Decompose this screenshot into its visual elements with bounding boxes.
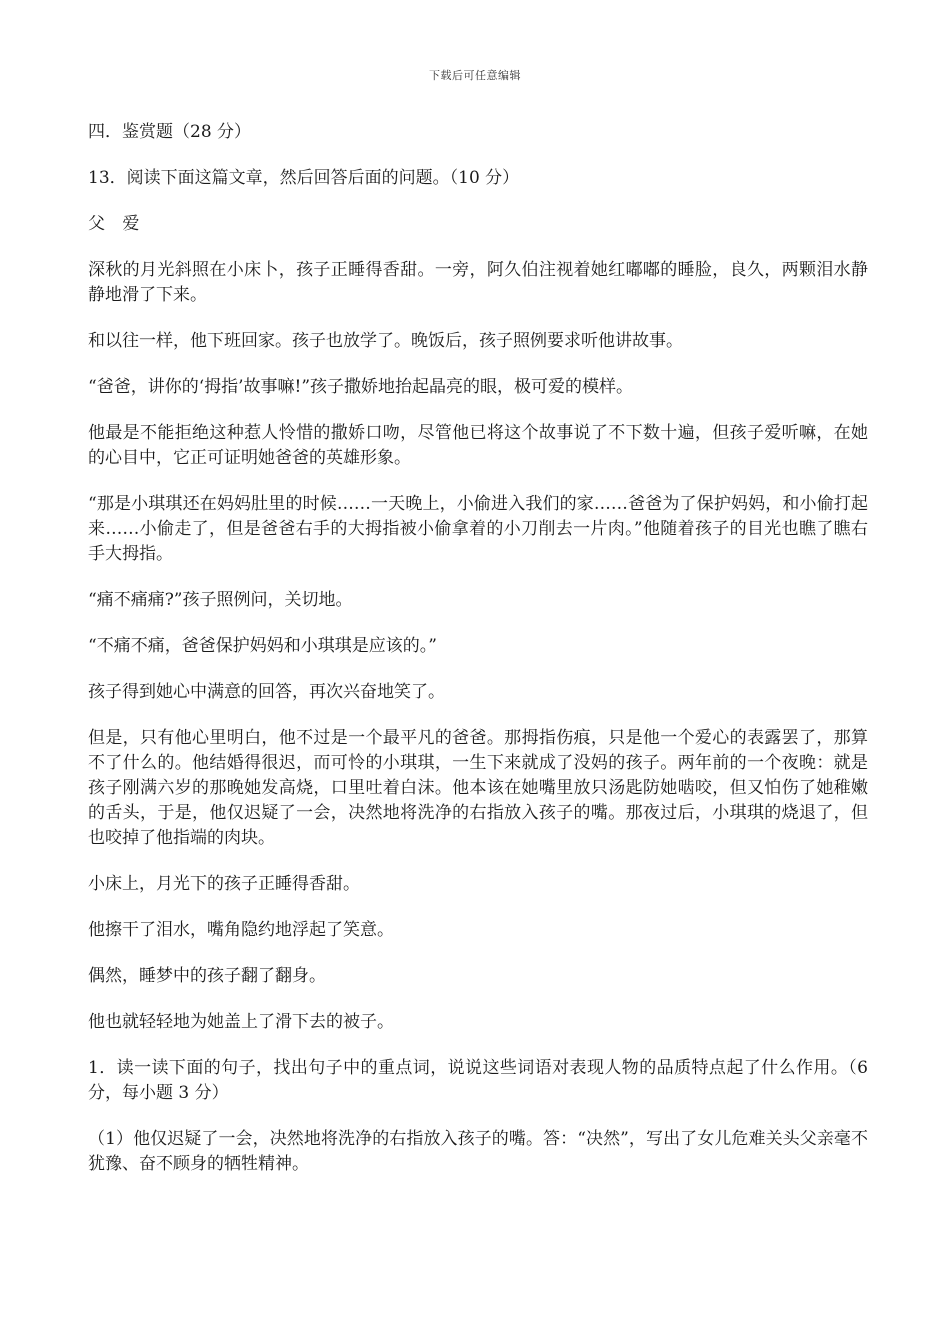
- document-body: [88, 120, 868, 1198]
- article-paragraph: 他也就轻轻地为她盖上了滑下去的被子。: [88, 1012, 394, 1032]
- article-paragraph: “痛不痛痛?”孩子照例问，关切地。: [88, 590, 353, 610]
- article-paragraph: 深秋的月光斜照在小床卜，孩子正睡得香甜。一旁，阿久伯注视着她红嘟嘟的睡脸，良久，两颗泪水静静地滑了下来。: [88, 260, 868, 305]
- article-paragraph: 和以往一样，他下班回家。孩子也放学了。晚饭后，孩子照例要求听他讲故事。: [88, 331, 683, 351]
- article-paragraph: “爸爸，讲你的‘拇指’故事嘛!”孩子撒娇地抬起晶亮的眼，极可爱的模样。: [88, 377, 634, 397]
- page-header: 下载后可任意编辑: [429, 69, 521, 82]
- article-paragraph: 他擦干了泪水，嘴角隐约地浮起了笑意。: [88, 920, 394, 940]
- article-paragraph: 孩子得到她心中满意的回答，再次兴奋地笑了。: [88, 682, 445, 702]
- article-paragraph: 偶然，睡梦中的孩子翻了翻身。: [88, 966, 326, 986]
- article-paragraph: “不痛不痛，爸爸保护妈妈和小琪琪是应该的。”: [88, 636, 437, 656]
- sub-question-1: 1．读一读下面的句子，找出句子中的重点词，说说这些词语对表现人物的品质特点起了什么作用。（6 分，每小题 3 分）: [88, 1058, 868, 1103]
- article-paragraph: “那是小琪琪还在妈妈肚里的时候……一天晚上，小偷进入我们的家……爸爸为了保护妈妈，和小偷打起来……小偷走了，但是爸爸右手的大拇指被小偷拿着的小刀削去一片肉。”他随着孩子的目光也瞧了瞧右手大拇指。: [88, 494, 868, 564]
- article-paragraph: 他最是不能拒绝这种惹人怜惜的撒娇口吻，尽管他已将这个故事说了不下数十遍，但孩子爱听嘛，在她的心目中，它正可证明她爸爸的英雄形象。: [88, 423, 868, 468]
- question-13-prompt: 13．阅读下面这篇文章，然后回答后面的问题。（10 分）: [88, 168, 520, 188]
- section-heading: 四．鉴赏题（28 分）: [88, 122, 252, 142]
- article-paragraph: 但是，只有他心里明白，他不过是一个最平凡的爸爸。那拇指伤痕，只是他一个爱心的表露罢了，那算不了什么的。他结婚得很迟，而可怜的小琪琪，一生下来就成了没妈的孩子。两年前的一个夜晚：就是孩子刚满六岁的那晚她发高烧，口里吐着白沫。他本该在她嘴里放只汤匙防她啮咬，但又怕伤了她稚嫩的舌头，于是，他仅迟疑了一会，决然地将洗净的右指放入孩子的嘴。那夜过后，小琪琪的烧退了，但也咬掉了他指端的肉块。: [88, 728, 868, 848]
- answer-1: （1）他仅迟疑了一会，决然地将洗净的右指放入孩子的嘴。答：“决然”，写出了女儿危难关头父亲毫不犹豫、奋不顾身的牺牲精神。: [88, 1129, 868, 1174]
- article-title: 父 爱: [88, 214, 146, 234]
- article-paragraph: 小床上，月光下的孩子正睡得香甜。: [88, 874, 360, 894]
